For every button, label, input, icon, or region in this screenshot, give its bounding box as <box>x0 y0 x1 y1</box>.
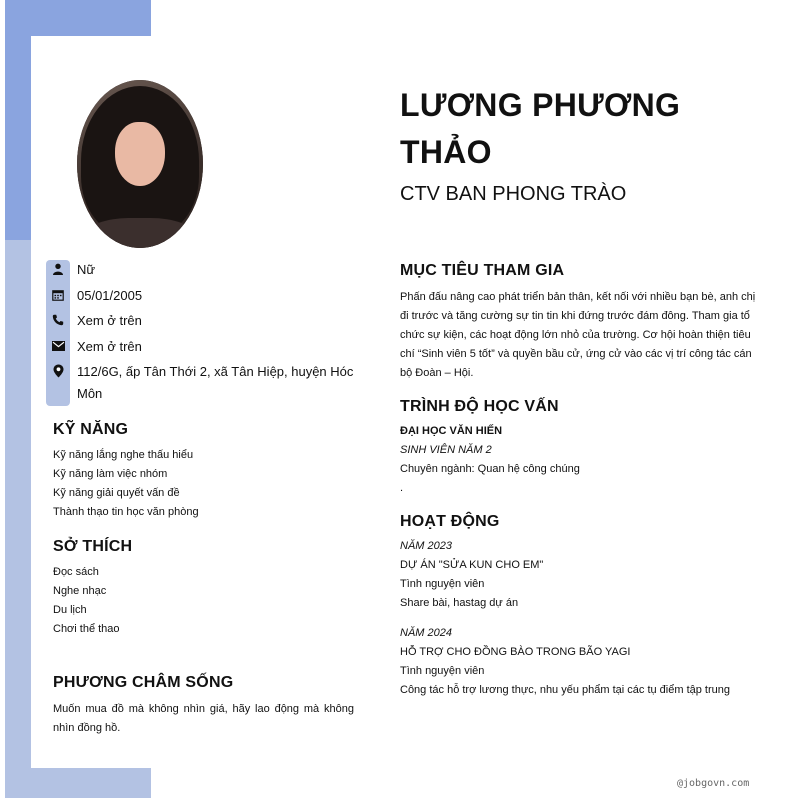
objective-heading: MỤC TIÊU THAM GIA <box>400 262 565 279</box>
location-pin-icon <box>50 361 66 381</box>
user-icon <box>50 259 66 279</box>
education-extra: . <box>400 482 404 494</box>
hobbies-heading: SỞ THÍCH <box>53 538 133 555</box>
info-phone <box>50 310 357 332</box>
info-gender <box>50 259 357 281</box>
activity-desc: Share bài, hastag dự án <box>400 597 519 609</box>
activity-item <box>400 537 758 613</box>
info-email <box>50 336 357 358</box>
motto-text: Muốn mua đồ mà không nhìn giá, hãy lao động mà không nhìn đồng hồ. <box>53 703 354 734</box>
list-item: Đọc sách <box>53 566 99 578</box>
activity-role: Tình nguyện viên <box>400 578 485 590</box>
address-value: 112/6G, ấp Tân Thới 2, xã Tân Hiệp, huyện Hóc Môn <box>77 364 354 401</box>
gender-value: Nữ <box>77 262 96 277</box>
info-address <box>50 361 357 405</box>
list-item: Chơi thể thao <box>53 623 120 635</box>
education-block <box>400 422 758 498</box>
birthday-value: 05/01/2005 <box>77 288 143 303</box>
activity-year: NĂM 2024 <box>400 627 452 639</box>
list-item: Kỹ năng lắng nghe thấu hiểu <box>53 449 194 461</box>
objective-text: Phấn đấu nâng cao phát triển bản thân, kết nối với nhiều bạn bè, anh chị đi trước và tăng cường sự tin tin khi đứng trước đám đông. Tham gia tổ chức sự kiện, các hoạt động lớn nhỏ của trường. Cơ hội hoàn thiện tiêu chí “Sinh viên 5 tốt” và quyền bầu cử, ứng cử vào các vị trí công tác cán bộ Đoàn – Hội. <box>400 291 756 379</box>
activity-item <box>400 624 758 700</box>
list-item: Thành thạo tin học văn phòng <box>53 506 199 518</box>
phone-value: Xem ở trên <box>77 313 142 328</box>
email-value: Xem ở trên <box>77 339 142 354</box>
skills-list <box>53 446 199 522</box>
candidate-name: LƯƠNG PHƯƠNG THẢO <box>400 87 681 170</box>
list-item: Kỹ năng giải quyết vấn đề <box>53 487 180 499</box>
watermark: @jobgovn.com <box>677 778 750 789</box>
study-year: SINH VIÊN NĂM 2 <box>400 444 492 456</box>
activity-name: HỖ TRỢ CHO ĐỒNG BÀO TRONG BÃO YAGI <box>400 646 631 658</box>
major: Chuyên ngành: Quan hệ công chúng <box>400 463 580 475</box>
activity-name: DỰ ÁN "SỬA KUN CHO EM" <box>400 559 544 571</box>
skills-heading: KỸ NĂNG <box>53 421 129 438</box>
activity-role: Tình nguyện viên <box>400 665 485 677</box>
school-name: ĐẠI HỌC VĂN HIẾN <box>400 425 503 437</box>
motto-heading: PHƯƠNG CHÂM SỐNG <box>53 674 234 691</box>
activity-year: NĂM 2023 <box>400 540 452 552</box>
phone-icon <box>50 310 66 330</box>
education-heading: TRÌNH ĐỘ HỌC VẤN <box>400 398 559 415</box>
candidate-role: CTV BAN PHONG TRÀO <box>400 183 627 205</box>
mail-icon <box>50 336 66 356</box>
activities-heading: HOẠT ĐỘNG <box>400 513 500 530</box>
list-item: Kỹ năng làm việc nhóm <box>53 468 168 480</box>
list-item: Du lịch <box>53 604 87 616</box>
profile-photo <box>77 80 203 248</box>
calendar-icon <box>50 285 66 305</box>
activity-desc: Công tác hỗ trợ lương thực, nhu yếu phẩm tại các tụ điểm tập trung <box>400 684 730 696</box>
info-birthday <box>50 285 357 307</box>
list-item: Nghe nhạc <box>53 585 107 597</box>
hobbies-list <box>53 563 120 639</box>
